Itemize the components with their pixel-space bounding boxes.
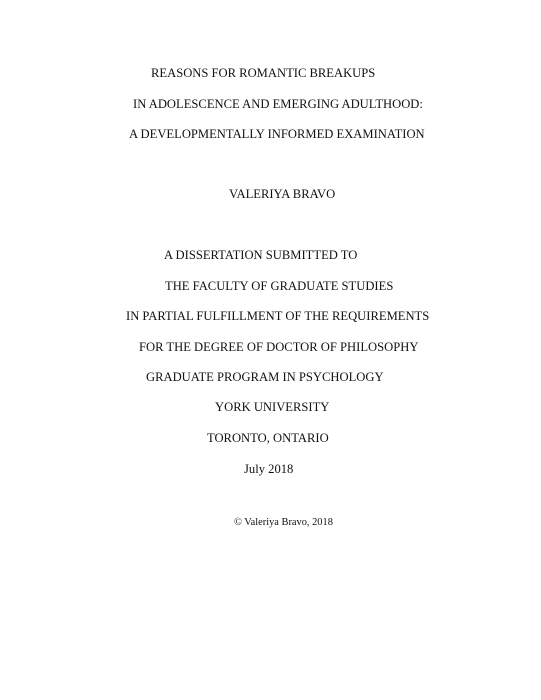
university-location: TORONTO, ONTARIO [207, 431, 329, 445]
submission-date: July 2018 [244, 462, 294, 476]
submission-line-1: A DISSERTATION SUBMITTED TO [164, 248, 358, 262]
title-line-2: IN ADOLESCENCE AND EMERGING ADULTHOOD: [133, 97, 423, 111]
university-name: YORK UNIVERSITY [215, 400, 330, 414]
submission-line-3: IN PARTIAL FULFILLMENT OF THE REQUIREMENTS [126, 309, 430, 323]
submission-line-4: FOR THE DEGREE OF DOCTOR OF PHILOSOPHY [139, 340, 419, 354]
copyright-notice: © Valeriya Bravo, 2018 [234, 517, 333, 528]
submission-line-5: GRADUATE PROGRAM IN PSYCHOLOGY [146, 370, 384, 384]
title-line-1: REASONS FOR ROMANTIC BREAKUPS [151, 66, 376, 80]
title-line-3: A DEVELOPMENTALLY INFORMED EXAMINATION [129, 127, 425, 141]
author-name: VALERIYA BRAVO [229, 187, 336, 201]
submission-line-2: THE FACULTY OF GRADUATE STUDIES [165, 279, 394, 293]
